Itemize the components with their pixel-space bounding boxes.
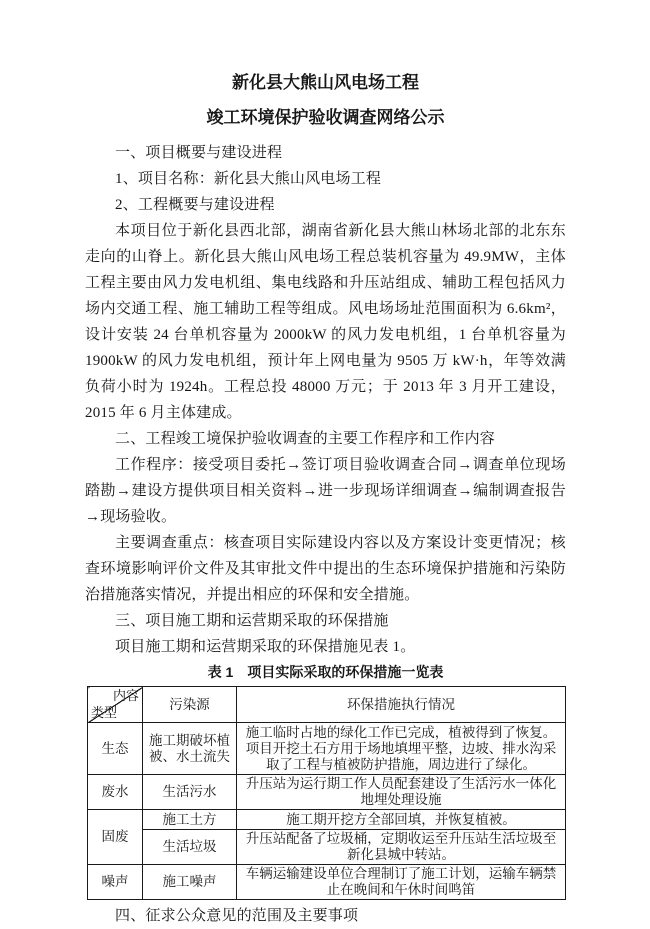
paragraph-project-description: 本项目位于新化县西北部，湖南省新化县大熊山林场北部的北东东走向的山脊上。新化县大熊山风电场工程总装机容量为 49.9MW，主体工程主要由风力发电机组、集电线路和升压站组成、辅助工程包括风力场内交通工程、施工辅助工程等组成。风电场场址范围面积为 6.6km²，设计安装 24 台单机容量为 2000kW 的风力发电机组，1 台单机容量为 1900kW 的风力发电机组，预计年上网电量为 9505 万 kW·h，年等效满负荷小时为 1924h。工程总投 48000 万元；于 2013 年 3 月开工建设，2015 年 6 月主体建成。 — [85, 223, 566, 421]
table-header-row — [88, 687, 566, 723]
corner-label-content: 内容 — [112, 688, 139, 703]
item-project-overview: 2、工程概要与建设进程 — [115, 197, 275, 213]
section-heading-1: 一、项目概要与建设进程 — [115, 145, 283, 161]
cell-source: 施工土方 — [143, 810, 237, 830]
table-row-noise — [88, 865, 566, 900]
paragraph-survey-focus: 主要调查重点：核查项目实际建设内容以及方案设计变更情况；核查环境影响评价文件及其审批文件中提出的生态环境保护措施和污染防治措施落实情况，并提出相应的环保和安全措施。 — [85, 535, 566, 603]
table-corner-cell — [88, 687, 143, 723]
corner-label-type: 类型 — [91, 705, 118, 720]
cell-category: 噪声 — [88, 865, 143, 900]
cell-measure: 车辆运输建设单位合理制订了施工计划，运输车辆禁止在晚间和午休时间鸣笛 — [237, 865, 566, 900]
cell-category: 废水 — [88, 775, 143, 810]
env-measures-table — [87, 686, 566, 900]
cell-source: 生活垃圾 — [143, 830, 237, 865]
item-project-name: 1、项目名称：新化县大熊山风电场工程 — [115, 171, 382, 187]
document-subtitle: 竣工环境保护验收调查网络公示 — [206, 108, 445, 127]
column-header-measures: 环保措施执行情况 — [237, 687, 566, 723]
table-row-ecology — [88, 723, 566, 775]
cell-category: 生态 — [88, 723, 143, 775]
cell-measure: 施工期开挖方全部回填，并恢复植被。 — [237, 810, 566, 830]
cell-source: 施工期破坏植被、水土流失 — [143, 723, 237, 775]
cell-category: 固废 — [88, 810, 143, 865]
section-heading-2: 二、工程竣工境保护验收调查的主要工作程序和工作内容 — [115, 431, 496, 447]
cell-measure: 升压站配备了垃圾桶，定期收运至升压站生活垃圾至新化县城中转站。 — [237, 830, 566, 865]
table-row-solid-waste-2 — [88, 830, 566, 865]
table-caption: 表 1 项目实际采取的环保措施一览表 — [207, 664, 444, 680]
column-header-pollution-source: 污染源 — [143, 687, 237, 723]
section-heading-3: 三、项目施工期和运营期采取的环保措施 — [115, 613, 389, 629]
section-heading-4: 四、征求公众意见的范围及主要事项 — [115, 908, 359, 924]
cell-source: 施工噪声 — [143, 865, 237, 900]
cell-measure: 升压站为运行期工作人员配套建设了生活污水一体化地埋处理设施 — [237, 775, 566, 810]
document-title: 新化县大熊山风电场工程 — [232, 73, 419, 92]
cell-source: 生活污水 — [143, 775, 237, 810]
table-row-wastewater — [88, 775, 566, 810]
cell-measure: 施工临时占地的绿化工作已完成，植被得到了恢复。项目开挖土石方用于场地填埋平整，边坡、排水沟采取了工程与植被防护措施，周边进行了绿化。 — [237, 723, 566, 775]
paragraph-see-table: 项目施工期和运营期采取的环保措施见表 1。 — [115, 639, 416, 655]
table-row-solid-waste-1 — [88, 810, 566, 830]
paragraph-work-procedure: 工作程序：接受项目委托→签订项目验收调查合同→调查单位现场踏勘→建设方提供项目相关资料→进一步现场详细调查→编制调查报告→现场验收。 — [85, 457, 566, 525]
